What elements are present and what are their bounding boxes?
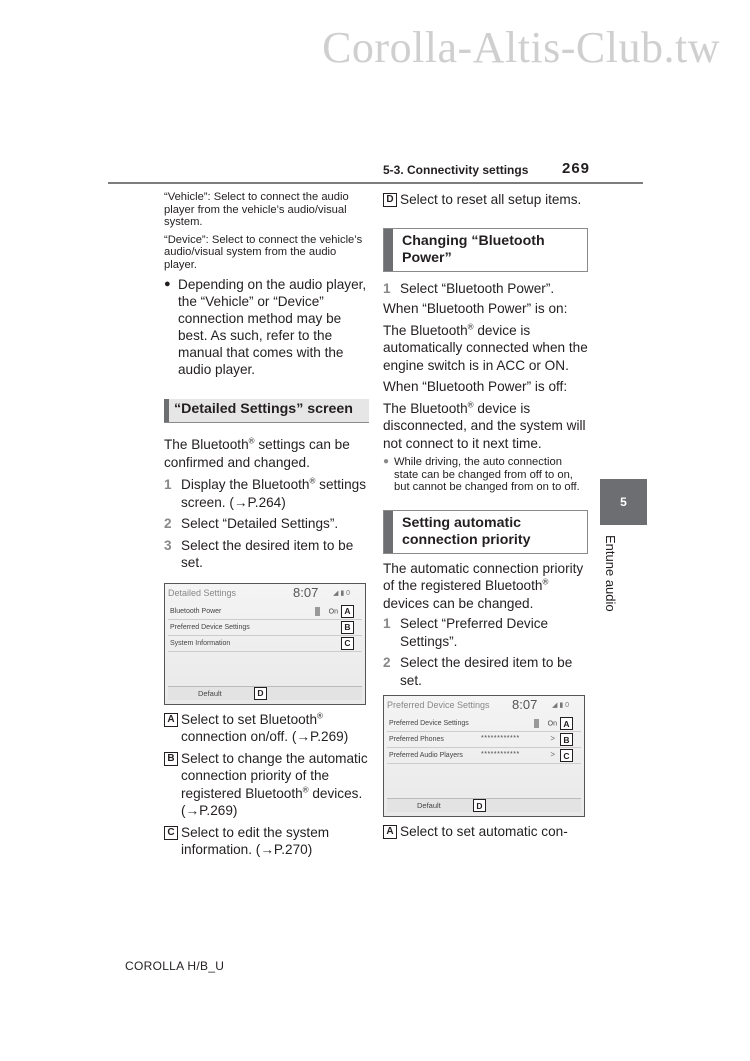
step-2b-text: Select the desired item to be set.: [400, 655, 573, 688]
screen-clock: 8:07: [512, 697, 538, 712]
step-1b-text: Select “Preferred Device Settings”.: [400, 616, 549, 649]
screen-row-preferred-device[interactable]: [387, 716, 581, 732]
callout-d: D: [383, 193, 397, 207]
preferred-device-screen: [383, 695, 585, 817]
screen-row-label: Preferred Audio Players: [389, 752, 463, 759]
intro-text: [164, 436, 369, 471]
registered-mark: ®: [309, 476, 316, 486]
bluetooth-power-heading: Changing “Bluetooth Power”: [383, 228, 588, 272]
step-1-text-a: Display the Bluetooth: [181, 477, 310, 492]
callout-c: C: [164, 826, 178, 840]
status-icons: ◢ ▮ 0: [552, 702, 570, 709]
priority-intro-b: devices can be changed.: [383, 595, 534, 611]
device-note: “Device”: Select to connect the vehicle’s audio/visual system from the audio player.: [164, 233, 363, 271]
masked-value: ************: [481, 751, 520, 758]
key-c-text: Select to edit the system information. (→P.270): [181, 824, 330, 857]
section-heading: 5-3. Connectivity settings: [383, 163, 529, 177]
step-1: 1 Display the Bluetooth® settings screen. (→P.264): [164, 476, 366, 510]
key-a-text-a: Select to set Bluetooth: [181, 711, 318, 727]
watermark: Corolla-Altis-Club.tw: [322, 23, 720, 72]
key-b-text-b: devices. (→P.269): [181, 785, 363, 818]
power-off-text: [383, 400, 588, 453]
masked-value: ************: [481, 735, 520, 742]
callout-d: D: [473, 799, 486, 812]
power-on-label: When “Bluetooth Power” is on:: [383, 301, 568, 316]
key-b-text-a: Select to change the automatic connection priority of the registered Bluetooth: [181, 750, 368, 801]
priority-intro: [383, 560, 588, 613]
priority-intro-a: The automatic connection priority of the registered Bluetooth: [383, 560, 584, 593]
page-number: 269: [562, 160, 591, 177]
step-2-text: Select “Detailed Settings”.: [181, 516, 339, 531]
preferred-toggle[interactable]: On: [534, 719, 557, 728]
chapter-number: 5: [620, 495, 627, 509]
bullet-icon: ●: [164, 278, 171, 290]
callout-b: B: [560, 733, 573, 746]
power-off-text-a: The Bluetooth: [383, 400, 468, 416]
screen-title: Preferred Device Settings: [387, 700, 490, 710]
header-rule: [108, 182, 643, 184]
screen-row-system-info[interactable]: [168, 636, 362, 652]
driving-note-text: While driving, the auto connection state can be changed from off to on, but cannot be changed from on to off.: [394, 456, 580, 493]
step-2: 2 Select “Detailed Settings”.: [164, 516, 339, 531]
power-on-text: [383, 322, 588, 375]
screen-row-preferred-device[interactable]: [168, 620, 362, 636]
chapter-tab[interactable]: [600, 479, 647, 525]
callout-a: A: [341, 605, 354, 618]
left-column: [164, 191, 369, 863]
bullet-text: Depending on the audio player, the “Vehicle” or “Device” connection method may be best. As such, refer to the manual that comes with the audio player.: [178, 277, 367, 377]
step-1b: 1 Select “Preferred Device Settings”.: [383, 615, 588, 650]
key-a-description: [383, 823, 588, 841]
status-icons: ◢ ▮ 0: [333, 589, 351, 597]
intro-text-a: The Bluetooth: [164, 437, 249, 452]
bullet-item: [164, 276, 369, 378]
callout-c: C: [560, 749, 573, 762]
screen-row-preferred-phones[interactable]: [387, 732, 581, 748]
screen-row-label: Preferred Device Settings: [389, 720, 469, 727]
registered-mark: ®: [302, 784, 309, 794]
power-off-text-b: device is disconnected, and the system will not connect to it next time.: [383, 400, 586, 451]
step-1-text-b: settings screen. (→P.264): [181, 477, 366, 510]
chapter-label: Entune audio: [603, 535, 618, 612]
registered-mark: ®: [542, 577, 549, 587]
power-on-section: [383, 300, 588, 452]
power-on-text-b: device is automatically connected when the engine switch is in ACC or ON.: [383, 322, 588, 373]
detailed-settings-heading: “Detailed Settings” screen: [164, 399, 369, 423]
screen-row-label: System Information: [170, 639, 231, 647]
screen-row-preferred-audio[interactable]: [387, 748, 581, 764]
key-c-description: [164, 824, 369, 859]
chevron-right-icon: >: [550, 734, 555, 743]
registered-mark: ®: [467, 399, 474, 409]
screen-clock: 8:07: [293, 584, 319, 600]
screen-row-label: Bluetooth Power: [170, 607, 222, 615]
default-button[interactable]: Default: [198, 688, 222, 698]
key-d-text: Select to reset all setup items.: [400, 192, 582, 207]
step-1-text: Select “Bluetooth Power”.: [400, 280, 555, 296]
right-column: [383, 191, 588, 845]
key-a-text: Select to set automatic con-: [400, 824, 568, 839]
screen-row-label: Preferred Device Settings: [170, 623, 250, 631]
callout-c: C: [341, 637, 354, 650]
screen-row-bluetooth-power[interactable]: [168, 604, 362, 620]
intro-text-b: settings can be confirmed and changed.: [164, 437, 350, 470]
key-a-description: [164, 711, 369, 746]
auto-connection-heading: Setting automatic connection priority: [383, 510, 588, 554]
callout-b: B: [164, 752, 178, 766]
detailed-settings-screen: [164, 583, 366, 705]
callout-a: A: [560, 717, 573, 730]
power-on-text-a: The Bluetooth: [383, 322, 468, 338]
driving-note: [383, 456, 588, 494]
step-1: 1 Select “Bluetooth Power”.: [383, 280, 555, 296]
step-3-text: Select the desired item to be set.: [181, 537, 354, 570]
key-d-description: [383, 191, 588, 209]
vehicle-note: “Vehicle”: Select to connect the audio player from the vehicle’s audio/visual system.: [164, 191, 349, 228]
callout-a: A: [164, 713, 178, 727]
step-3: 3 Select the desired item to be set.: [164, 537, 369, 572]
screen-row-label: Preferred Phones: [389, 736, 444, 743]
callout-d: D: [254, 687, 267, 700]
screen-footer: [387, 798, 581, 812]
step-2b: 2 Select the desired item to be set.: [383, 654, 588, 689]
key-b-description: [164, 750, 369, 820]
registered-mark: ®: [248, 436, 255, 446]
screen-footer: [168, 686, 362, 700]
key-a-text-b: connection on/off. (→P.269): [181, 729, 349, 744]
note-icon: ●: [383, 456, 390, 467]
default-button[interactable]: Default: [417, 801, 441, 810]
registered-mark: ®: [317, 710, 323, 720]
power-off-label: When “Bluetooth Power” is off:: [383, 379, 568, 394]
callout-a: A: [383, 825, 397, 839]
footer-model: COROLLA H/B_U: [125, 959, 225, 973]
chevron-right-icon: >: [550, 750, 555, 759]
power-toggle[interactable]: On: [315, 607, 338, 616]
registered-mark: ®: [467, 321, 474, 331]
callout-b: B: [341, 621, 354, 634]
screen-title: Detailed Settings: [168, 587, 237, 598]
